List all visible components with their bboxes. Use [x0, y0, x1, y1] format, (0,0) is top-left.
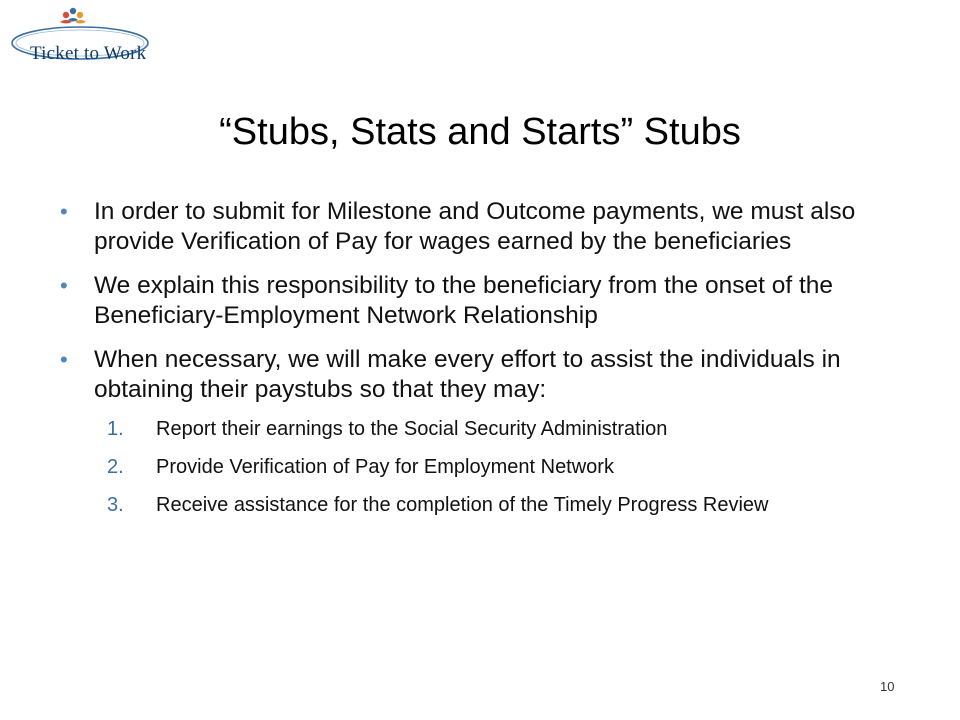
- bullet-marker: •: [60, 273, 68, 298]
- item-text: Provide Verification of Pay for Employment Network: [156, 456, 614, 478]
- numbered-item: [107, 455, 905, 479]
- item-text: Report their earnings to the Social Security Administration: [156, 418, 668, 440]
- bullet-item: [60, 271, 905, 331]
- item-number: 3.: [107, 494, 124, 516]
- bullet-text: We explain this responsibility to the beneficiary from the onset of the Beneficiary-Employment Network Relationship: [94, 272, 834, 329]
- page-number: 10: [880, 679, 895, 694]
- logo-text: Ticket to Work: [30, 43, 147, 64]
- slide-title: “Stubs, Stats and Starts” Stubs: [219, 111, 741, 153]
- bullet-text: When necessary, we will make every effort to assist the individuals in obtaining their paystubs so that they may:: [94, 346, 841, 403]
- bullet-item: [60, 345, 905, 405]
- ticket-to-work-logo: [8, 6, 158, 68]
- numbered-item: [107, 493, 905, 517]
- bullet-list: [60, 197, 905, 531]
- bullet-text: In order to submit for Milestone and Outcome payments, we must also provide Verification of Pay for wages earned by the beneficiaries: [94, 198, 856, 255]
- bullet-marker: •: [60, 199, 68, 224]
- item-number: 1.: [107, 418, 124, 440]
- item-text: Receive assistance for the completion of the Timely Progress Review: [156, 494, 769, 516]
- numbered-sublist: [107, 417, 905, 517]
- bullet-marker: •: [60, 347, 68, 372]
- item-number: 2.: [107, 456, 124, 478]
- numbered-item: [107, 417, 905, 441]
- bullet-item: [60, 197, 905, 257]
